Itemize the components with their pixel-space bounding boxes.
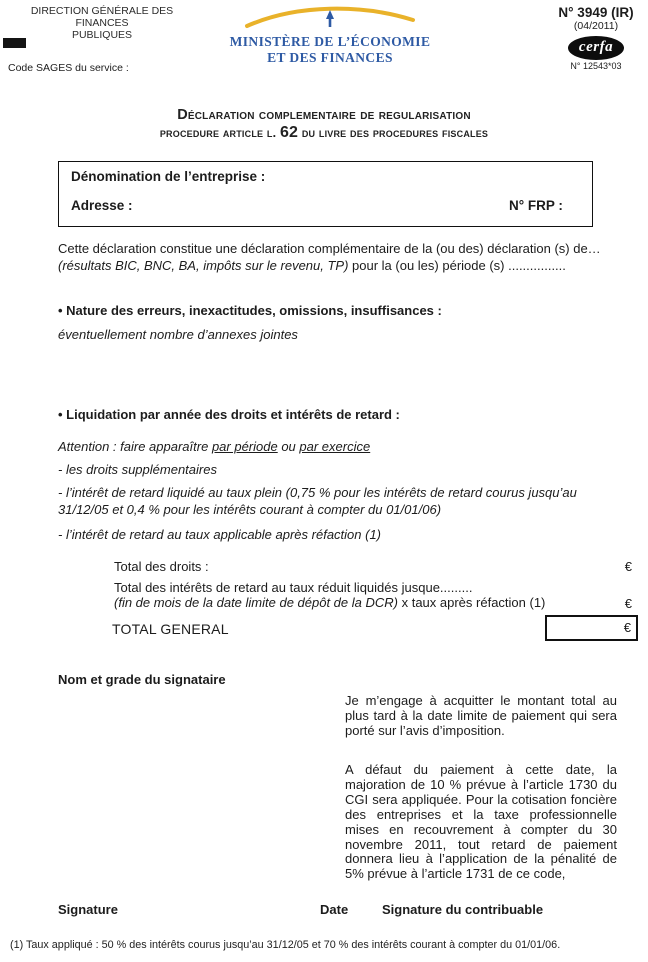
intro-line2-italic: (résultats BIC, BNC, BA, impôts sur le revenu, TP)	[58, 258, 349, 273]
attention-underline-exercice: par exercice	[299, 439, 371, 454]
date-label: Date	[320, 902, 349, 917]
total-droits-euro: €	[624, 559, 632, 574]
form-title-line2-suffix: du livre des procedures fiscales	[298, 126, 489, 140]
ministry-name-line2: ET DES FINANCES	[267, 50, 393, 65]
attention-prefix: Attention : faire apparaître	[58, 439, 212, 454]
total-general-value-box[interactable]	[545, 615, 638, 641]
total-general-label: TOTAL GENERAL	[112, 621, 229, 637]
cerfa-number: N° 12543*03	[570, 61, 622, 71]
form-title-line2	[0, 124, 648, 142]
agency-title-line1: DIRECTION GÉNÉRALE DES FINANCES	[30, 5, 174, 29]
form-title-line1: Déclaration complementaire de regularisation	[177, 107, 471, 123]
marianne-arc-icon	[242, 3, 418, 29]
total-interets-line2	[114, 595, 545, 610]
total-general-euro: €	[623, 620, 631, 635]
liquidation-item-droits: - les droits supplémentaires	[58, 462, 217, 477]
form-id-block	[548, 5, 644, 71]
cerfa-logo: cerfa	[568, 36, 624, 60]
attention-middle: ou	[277, 439, 300, 454]
intro-line2	[58, 258, 620, 273]
signature-label: Signature	[58, 902, 118, 917]
ministry-name-line1: MINISTÈRE DE L’ÉCONOMIE	[229, 34, 431, 49]
adresse-label: Adresse :	[71, 198, 133, 213]
total-interets-line2-rest: x taux après réfaction (1)	[397, 595, 546, 610]
total-droits-label: Total des droits :	[114, 559, 209, 574]
nature-heading: • Nature des erreurs, inexactitudes, omissions, insuffisances :	[58, 303, 442, 318]
nature-note: éventuellement nombre d’annexes jointes	[58, 327, 298, 342]
liquidation-item-taux-plein: - l’intérêt de retard liquidé au taux plein (0,75 % pour les intérêts de retard courus jusqu’au 31/12/05 et 0,4 % pour les intérêts courant à compter du 01/01/06)	[58, 485, 577, 517]
total-interets-line1: Total des intérêts de retard au taux réduit liquidés jusque.........	[114, 580, 473, 595]
form-version: (04/2011)	[573, 20, 619, 32]
penalty-paragraph: A défaut du paiement à cette date, la majoration de 10 % prévue à l’article 1730 du CGI sera appliquée. Pour la cotisation foncière des entreprises et la taxe professionnelle mises en recouvrement à compter du 30 novembre 2011, tout retard de paiement donnera lieu à l’application de la pénalité de 5% prévue à l’article 1731 de ce code,	[345, 762, 617, 882]
registration-mark	[3, 38, 26, 48]
form-number: N° 3949 (IR)	[558, 5, 634, 20]
liquidation-heading: • Liquidation par année des droits et intérêts de retard :	[58, 407, 400, 422]
attention-underline-periode: par période	[211, 439, 278, 454]
total-interets-euro: €	[624, 596, 632, 611]
nom-grade-label: Nom et grade du signataire	[58, 672, 226, 687]
total-interets-line2-italic: (fin de mois de la date limite de dépôt de la DCR)	[114, 595, 398, 610]
agency-title	[6, 5, 198, 41]
intro-line1: Cette déclaration constitue une déclaration complémentaire de la (ou des) déclaration (s) de…	[58, 241, 601, 256]
attention-line	[58, 439, 370, 454]
ministry-logo	[208, 3, 452, 66]
agency-title-line2: PUBLIQUES	[71, 29, 133, 41]
contribuable-signature-label: Signature du contribuable	[382, 902, 544, 917]
form-title-article-number: 62	[279, 124, 299, 141]
footnote: (1) Taux appliqué : 50 % des intérêts courus jusqu’au 31/12/05 et 70 % des intérêts courant à compter du 01/01/06.	[10, 939, 561, 951]
frp-label: N° FRP :	[509, 198, 563, 213]
intro-line2-rest: pour la (ou les) période (s) ................	[348, 258, 566, 273]
denomination-label: Dénomination de l’entreprise :	[71, 169, 266, 184]
company-info-box[interactable]	[58, 161, 593, 227]
liquidation-item-refaction: - l’intérêt de retard au taux applicable après réfaction (1)	[58, 527, 382, 542]
form-title-line2-prefix: procedure article l.	[159, 126, 280, 140]
engagement-paragraph: Je m’engage à acquitter le montant total au plus tard à la date limite de paiement qui sera porté sur l’avis d’imposition.	[345, 693, 617, 739]
code-sages-label: Code SAGES du service :	[8, 62, 129, 74]
